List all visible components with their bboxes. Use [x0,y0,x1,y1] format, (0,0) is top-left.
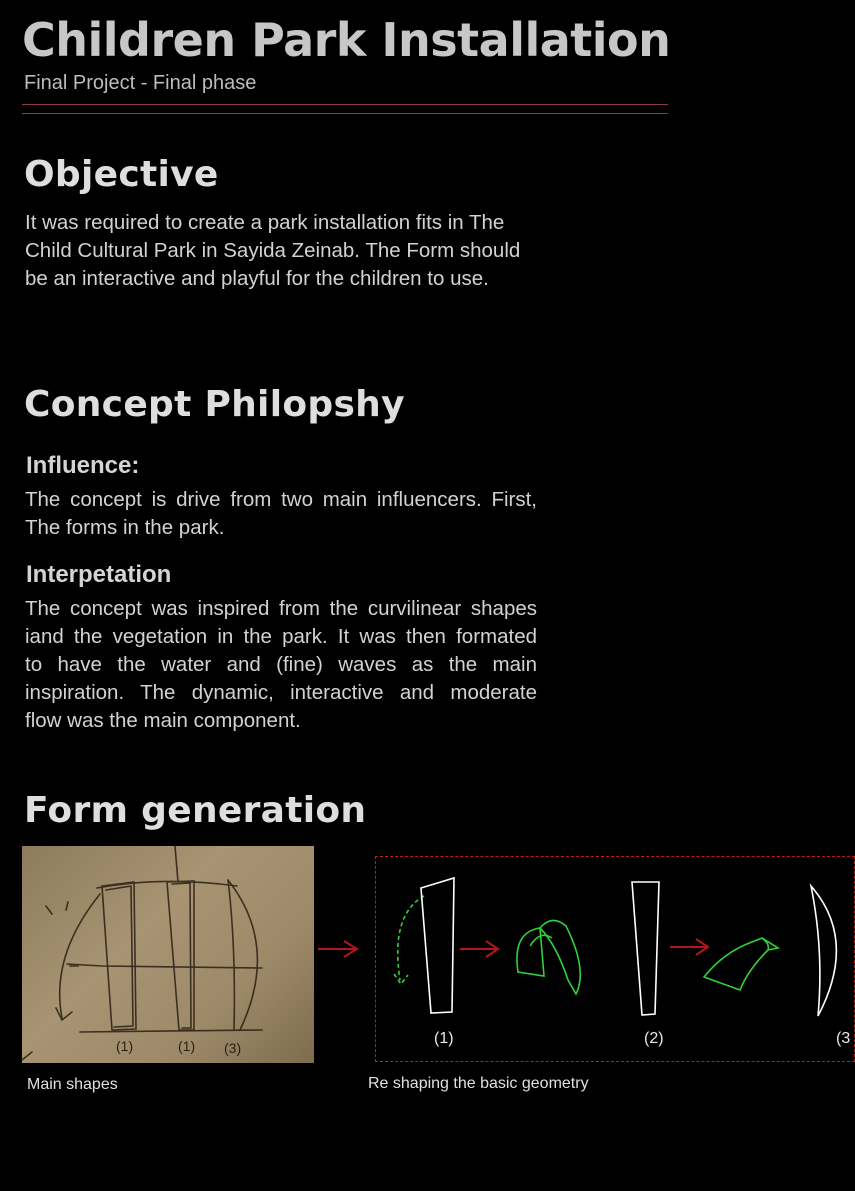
sketch-label: (1) [116,1038,134,1054]
interpretation-heading: Interpetation [26,561,172,588]
interpretation-line: The concept was inspired from the curvilinear shapes [25,597,537,620]
shape-1 [421,878,454,1013]
influence-line: The concept is drive from two main influencers. First, [25,488,537,511]
objective-line: Child Cultural Park in Sayida Zeinab. The Form should [25,239,521,262]
interpretation-line: to have the water and (fine) waves as the main [25,653,537,676]
leaf-shape-1 [517,920,580,994]
sketch-label: (3) [224,1040,242,1056]
step-label: (1) [434,1030,454,1047]
concept-heading: Concept Philopshy [24,384,405,425]
objective-line: be an interactive and playful for the children to use. [25,267,489,290]
caption-main-shapes: Main shapes [27,1076,118,1093]
leaf-shape-2 [704,938,778,990]
sketch-label: (1) [178,1038,196,1054]
objective-heading: Objective [24,154,219,195]
interpretation-line: iand the vegetation in the park. It was then formated [25,625,537,648]
page-subtitle: Final Project - Final phase [24,72,257,94]
influence-line: The forms in the park. [25,516,225,539]
objective-line: It was required to create a park installation fits in The [25,211,505,234]
influence-heading: Influence: [26,452,140,479]
step-label: (3 [836,1030,851,1047]
arrow-icon [670,939,708,955]
rotate-arrow-icon [394,896,424,984]
step-label: (2) [644,1030,664,1047]
form-heading: Form generation [24,790,367,831]
page-title: Children Park Installation [22,13,671,67]
shape-3 [811,886,836,1016]
arrow-icon [318,941,357,957]
shape-2 [632,882,659,1015]
interpretation-line: inspiration. The dynamic, interactive and moderate [25,681,537,704]
caption-reshaping: Re shaping the basic geometry [368,1075,589,1092]
arrow-icon [460,941,498,957]
interpretation-line: flow was the main component. [25,709,301,732]
